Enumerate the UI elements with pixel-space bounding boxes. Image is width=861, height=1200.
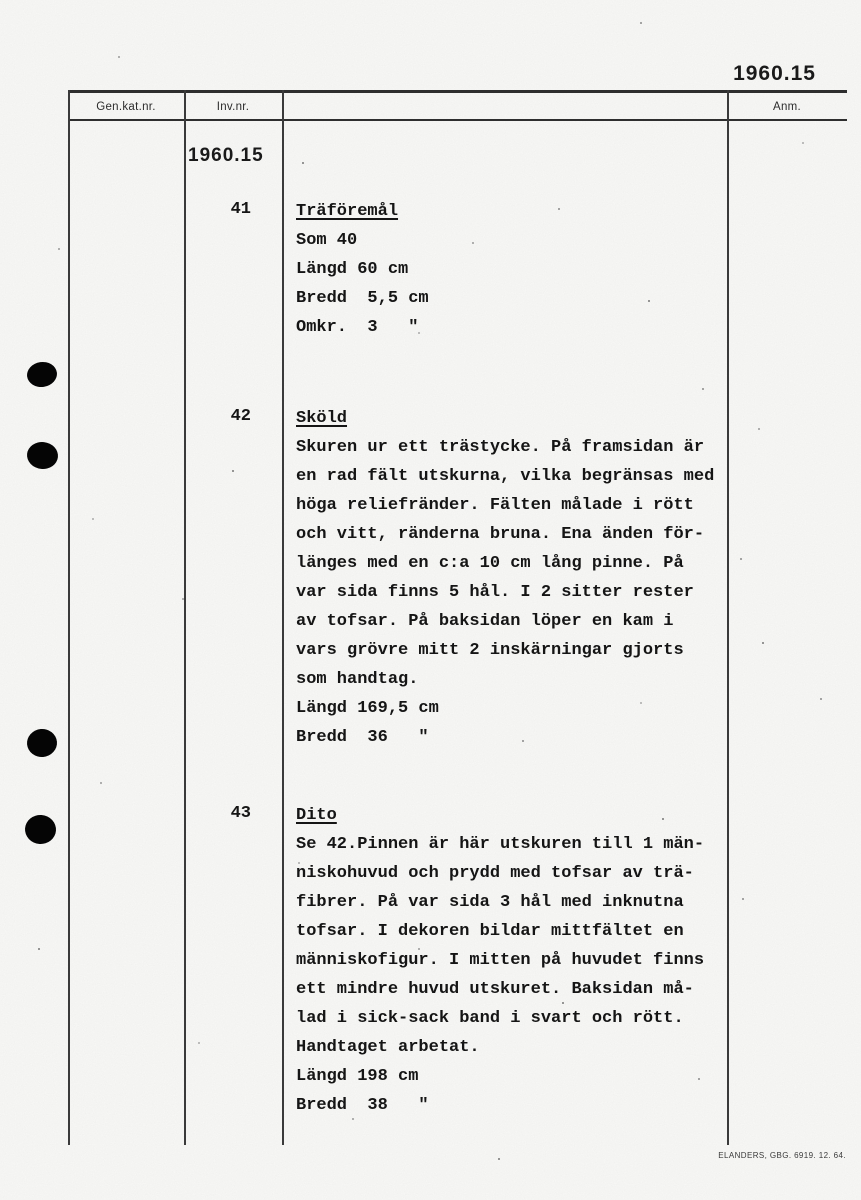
entry-line: Bredd 38 " [296,1096,429,1115]
entry-line: Handtaget arbetat. [296,1038,480,1057]
scan-speckles [0,0,2,2]
entry-line: Som 40 [296,231,358,250]
entry-line: och vitt, ränderna bruna. Ena änden för- [296,525,705,544]
printer-imprint: ELANDERS, GBG. 6919. 12. 64. [718,1151,846,1160]
entry-line: var sida finns 5 hål. I 2 sitter rester [296,583,694,602]
inventory-number: 42 [230,407,251,426]
entry-line: tofsar. I dekoren bildar mittfältet en [296,922,684,941]
inventory-number: 43 [230,804,251,823]
entry-title: Dito [296,806,337,825]
entry-line: Se 42.Pinnen är här utskuren till 1 män- [296,835,705,854]
entry-line: Längd 169,5 cm [296,699,439,718]
table-left-rule [68,90,70,1145]
entry-line: Omkr. 3 " [296,318,419,337]
entry-line: en rad fält utskurna, vilka begränsas med [296,467,715,486]
entry-line: Skuren ur ett trästycke. På framsidan är [296,438,705,457]
entry-line: niskohuvud och prydd med tofsar av trä- [296,864,694,883]
entry-title: Sköld [296,409,348,428]
entry-line: vars grövre mitt 2 inskärningar gjorts [296,641,684,660]
invnr-divider [282,90,284,1145]
column-header-anm: Anm. [772,101,802,113]
entry-line: Bredd 36 " [296,728,429,747]
genkatnr-divider [184,90,186,1145]
column-header-inv-nr: Inv.nr. [216,101,250,113]
entry-line: människofigur. I mitten på huvudet finns [296,951,705,970]
page-number: 1960.15 [733,62,816,85]
column-header-gen-kat-nr: Gen.kat.nr. [96,101,156,113]
entry-line: lad i sick-sack band i svart och rött. [296,1009,684,1028]
inventory-number: 41 [230,200,251,219]
year-label: 1960.15 [188,145,264,166]
entry-line: fibrer. På var sida 3 hål med inknutna [296,893,684,912]
entry-line: Längd 198 cm [296,1067,419,1086]
entry-line: Bredd 5,5 cm [296,289,429,308]
punch-hole [24,814,57,845]
entry-line: av tofsar. På baksidan löper en kam i [296,612,674,631]
entry-line: ett mindre huvud utskuret. Baksidan må- [296,980,694,999]
punch-hole [26,728,58,759]
entry-title: Träföremål [296,202,399,221]
entry-line: höga reliefränder. Fälten målade i rött [296,496,694,515]
punch-hole [26,440,60,470]
entry-line: länges med en c:a 10 cm lång pinne. På [296,554,684,573]
entry-line: som handtag. [296,670,419,689]
punch-hole [25,360,58,389]
entry-line: Längd 60 cm [296,260,409,279]
